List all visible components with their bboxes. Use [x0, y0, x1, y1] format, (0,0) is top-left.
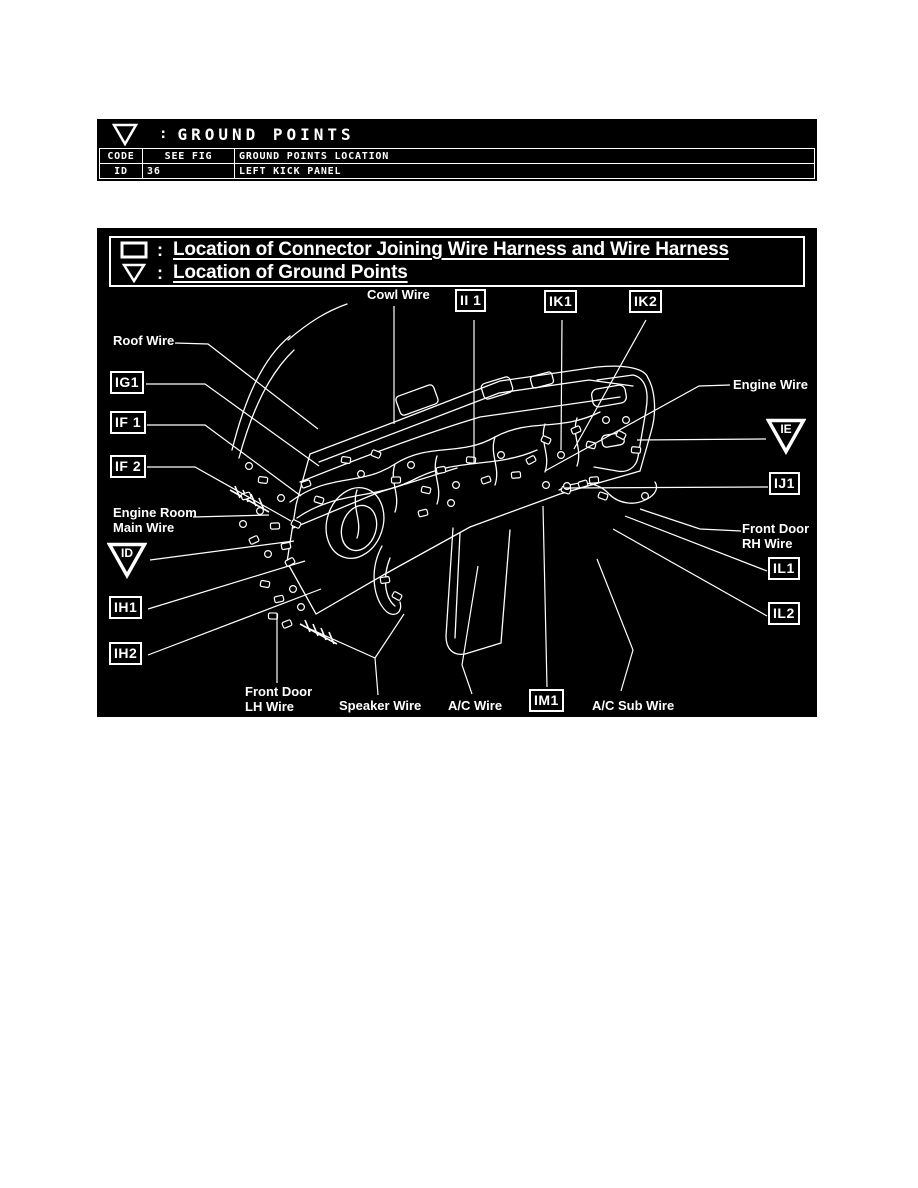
label-cowl-wire: Cowl Wire	[367, 287, 430, 302]
legend-ground-row	[111, 262, 803, 284]
label-front-door-rh-wire: Front Door RH Wire	[742, 521, 810, 551]
legend-connector-row	[111, 239, 803, 261]
connector-box-if1: IF 1	[110, 411, 146, 434]
ground-point-id	[107, 542, 147, 579]
header-see-fig: SEE FIG	[142, 149, 234, 163]
ground-point-ie	[766, 418, 806, 455]
title-colon: :	[159, 126, 168, 142]
label-front-door-lh-wire: Front Door LH Wire	[245, 684, 313, 714]
cell-code: ID	[114, 165, 128, 177]
header-code: CODE	[107, 150, 135, 162]
hatched-cable-glyphs	[230, 486, 337, 644]
connector-box-ih1: IH1	[109, 596, 142, 619]
table-data-row	[100, 163, 814, 178]
legend-connector-text: Location of Connector Joining Wire Harness and Wire Harness	[173, 239, 729, 260]
legend-ground-text: Location of Ground Points	[173, 262, 408, 283]
diagram-legend	[109, 236, 805, 287]
ground-triangle-icon	[111, 122, 139, 146]
label-roof-wire: Roof Wire	[113, 333, 175, 348]
connector-box-il1: IL1	[768, 557, 800, 580]
ground-points-table	[99, 148, 815, 179]
connector-box-im1: IM1	[529, 689, 564, 712]
label-engine-wire: Engine Wire	[733, 377, 809, 392]
table-header-row	[100, 149, 814, 163]
ground-points-section	[97, 119, 817, 181]
header-location: GROUND POINTS LOCATION	[234, 149, 814, 163]
svg-text:ID: ID	[121, 546, 133, 560]
connector-box-ih2: IH2	[109, 642, 142, 665]
connector-box-ik2: IK2	[629, 290, 662, 313]
legend-colon: :	[157, 239, 163, 260]
label-engine-room-main-wire: Engine Room Main Wire	[113, 505, 197, 535]
connector-box-ii1: II 1	[455, 289, 486, 312]
ground-triangle-icon	[111, 263, 157, 283]
cell-see-fig: 36	[142, 164, 234, 178]
connector-box-il2: IL2	[768, 602, 800, 625]
wiring-diagram-panel	[97, 228, 817, 717]
label-ac-sub-wire: A/C Sub Wire	[592, 698, 675, 713]
connector-square-icon	[111, 241, 157, 259]
connector-box-ig1: IG1	[110, 371, 144, 394]
ground-points-title: GROUND POINTS	[177, 124, 355, 144]
connector-box-ij1: IJ1	[769, 472, 800, 495]
ground-points-title-row	[97, 119, 817, 149]
connector-box-ik1: IK1	[544, 290, 577, 313]
legend-colon: :	[157, 262, 163, 283]
cell-location: LEFT KICK PANEL	[234, 164, 814, 178]
label-ac-wire: A/C Wire	[448, 698, 503, 713]
label-speaker-wire: Speaker Wire	[339, 698, 422, 713]
connector-box-if2: IF 2	[110, 455, 146, 478]
leader-lines	[146, 306, 768, 695]
svg-text:IE: IE	[780, 422, 792, 436]
